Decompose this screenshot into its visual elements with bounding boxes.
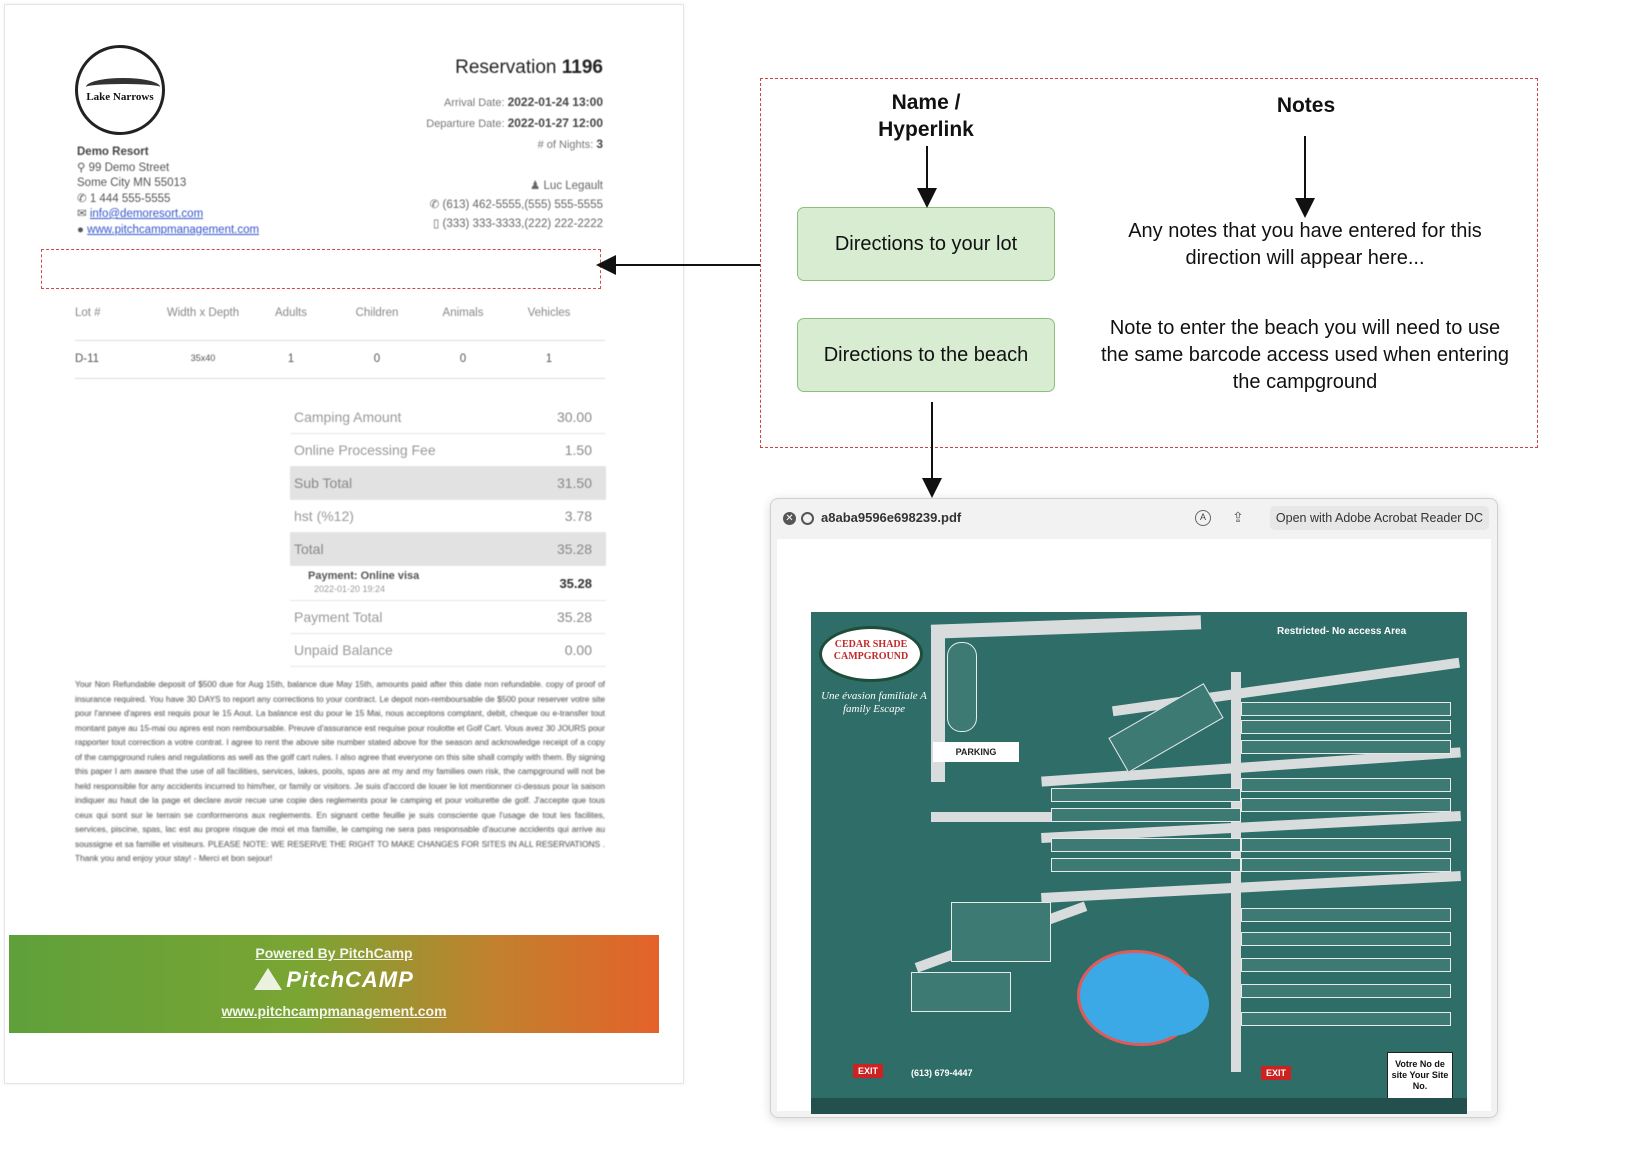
directions-annotation-box [760,78,1538,448]
phone-icon: ✆ [429,199,443,211]
name-hyperlink-header: Name / Hyperlink [878,91,974,141]
map-lot-row [1241,798,1451,812]
pdf-viewer-window [770,498,1498,1118]
powered-by-link[interactable]: Powered By PitchCamp [255,945,413,961]
resort-logo [75,45,165,135]
reservation-title [455,57,603,79]
payment-row [290,566,606,601]
totals-row [290,401,606,434]
resort-street: 99 Demo Street [88,161,170,174]
payment-date: 2022-01-20 19:24 [314,584,386,594]
directions-lot-note: Any notes that you have entered for this direction will appear here... [1128,220,1482,269]
totals-label: Payment Total [294,609,383,625]
guest-info [430,177,603,234]
lot-cell: 35x40 [190,353,216,363]
totals-row [290,434,606,467]
pdf-page [777,539,1491,1111]
map-lot-row [1241,958,1451,972]
map-lot-row [1051,838,1241,852]
lot-header-cell: Width x Depth [166,307,240,319]
guest-phone: (613) 462-5555,(555) 555-5555 [442,199,603,211]
lot-header-cell: Children [355,307,399,319]
terms-paragraph: Your Non Refundable deposit of $500 due for Aug 15th, balance due May 15th, amounts paid after this date non refundable. copy of proof of insurance required. You have 30 DAYS to report any corrections to your contract. Le depot non-remboursable de $500 pour reserver votre site pour l'annee d'apres est requis pour le 15 Aout. La balance est du pour le 15 Mai, nous acceptons comptant, debit, cheque ou e-transfer tout montant paye au 15-mai ou apres est non remboursable. Preuve d'assurance est requise pour roulotte et Golf Cart. Vous avez 30 JOURS pour rapporter tout correction a votre contrat. I agree to rent the above site number stated above for the season and acknowledge receipt of a copy of the campground rules and regulations as well as the golf cart rules. I also agree that everyone on this site shall comply with them. By signing this paper I am aware that the use of all facilities, services, lakes, pools, spas are at my and my families own risk, the campground will not be held responsible for any accidents incurred to him/her, or family or visitors. Je suis d'accord de louer le lot mentionner ci-dessus pour la saison indiquer au haut de la page et declare avoir recue une copie des reglements pour le camping et pour voiturette de golf. J'accepte que tous ceux qui sont sur le terrain se conformerons aux reglements. En signant cette feuille je suis consciente que l'usage de tout les facilites, services, piscine, spas, lac est au propre risque de moi et ma famille, le camping ne sera pas responsable d'aucune accidents qui arrive au soussigne et sa famille et visiteurs. PLEASE NOTE: WE RESERVE THE RIGHT TO MAKE CHANGES FOR SITES IN ALL RESERVATIONS . Thank you and enjoy your stay! - Merci et bon sejour! [75,679,605,863]
guest-mobile-row [430,215,603,234]
tent-icon [254,968,282,990]
lot-table-header [75,305,605,341]
lot-header-cell: Lot # [75,307,101,319]
totals-row [290,533,606,566]
lot-header-cell: Vehicles [527,307,571,319]
pitchcamp-brand-text: PitchCAMP [286,967,414,992]
totals-row [290,634,606,667]
totals-label: Sub Total [294,475,353,491]
map-lot-row [1241,932,1451,946]
map-lot-row [1241,702,1451,716]
resort-info [77,145,259,238]
logo-text: Lake Narrows [86,91,154,103]
pdf-filename: a8aba9596e698239.pdf [821,510,962,525]
directions-beach-note: Note to enter the beach you will need to use the same barcode access used when entering the campground [1100,317,1510,393]
lot-table-row [75,351,605,379]
totals-label: Camping Amount [294,409,402,425]
lot-cell: 1 [545,353,553,365]
mobile-icon: ▯ [432,218,443,230]
resort-email-link[interactable]: info@demoresort.com [89,208,204,220]
guest-name-row [430,177,603,196]
share-icon[interactable]: ⇪ [1232,509,1244,525]
envelope-icon: ✉ [77,208,90,220]
campground-phone: (613) 679-4447 [911,1068,973,1078]
map-lake-inner [1133,972,1209,1036]
map-lot-row [1241,838,1451,852]
lot-cell: 1 [287,353,295,365]
map-lot-row [947,642,977,732]
location-pin-icon: ⚲ [77,161,89,174]
map-lot-row [911,972,1011,1012]
block-icon[interactable] [801,512,814,525]
departure-value: 2022-01-27 12:00 [507,116,603,130]
totals-label: hst (%12) [294,508,354,524]
exit-sign-left: EXIT [853,1064,883,1078]
map-parking-label: PARKING [933,742,1019,762]
guest-name: Luc Legault [543,180,603,192]
arrival-row [444,95,603,109]
reservation-title-prefix: Reservation [455,57,557,78]
totals-value: 3.78 [564,508,592,524]
totals-value: 35.28 [556,541,592,557]
map-tagline: Une évasion familiale A family Escape [821,690,927,715]
map-lot-row [1051,788,1241,802]
map-lot-row [1108,683,1223,773]
map-road [931,812,1051,822]
map-lot-row [1241,740,1451,754]
payment-label: Payment: Online visa [308,570,420,582]
departure-label: Departure Date: [426,118,505,130]
reservation-number: 1196 [561,57,603,78]
guest-phone-row [430,196,603,215]
payment-value: 35.28 [559,576,592,591]
campground-logo [819,626,923,682]
campground-map [811,612,1467,1114]
nights-value: 3 [596,137,603,151]
totals-row [290,500,606,533]
arrival-value: 2022-01-24 13:00 [507,95,603,109]
footer-url-link[interactable]: www.pitchcampmanagement.com [221,1003,447,1019]
nights-label: # of Nights: [537,139,594,151]
totals-row [290,467,606,500]
restricted-area-label: Restricted- No access Area [1277,626,1407,637]
lot-header-cell: Animals [442,307,484,319]
user-icon: ♟ [530,180,544,192]
phone-icon: ✆ [77,192,90,205]
open-with-acrobat-button[interactable]: Open with Adobe Acrobat Reader DC [1270,506,1489,530]
totals-value: 1.50 [564,442,592,458]
directions-insert-slot [41,249,601,289]
departure-row [426,116,603,130]
lot-cell: 0 [459,353,467,365]
your-site-number-box: Votre No de site Your Site No. [1387,1052,1453,1106]
map-lot-row [1051,858,1241,872]
map-legend-strip [811,1098,1467,1114]
totals-value: 35.28 [556,609,592,625]
directions-lot-link[interactable] [797,207,1055,281]
campground-logo-text: CEDAR SHADE CAMPGROUND [833,639,909,662]
map-lot-row [1241,1012,1451,1026]
lot-header-cell: Adults [275,307,307,319]
map-lot-row [951,902,1051,962]
resort-street-row [77,161,259,177]
totals-value: 30.00 [556,409,592,425]
totals-label: Online Processing Fee [294,442,436,458]
map-lot-row [1241,908,1451,922]
arrival-label: Arrival Date: [443,97,505,109]
markup-icon[interactable]: A [1195,510,1211,526]
viewer-toolbar [771,499,1497,537]
resort-email-row [77,207,259,223]
directions-beach-link[interactable] [797,318,1055,392]
directions-beach-label: Directions to the beach [823,343,1029,366]
receipt-footer [9,935,659,1033]
nights-row [538,137,603,151]
map-lot-row [1241,778,1451,792]
resort-phone: 1 444 555-5555 [89,192,171,205]
pitchcamp-brand [9,967,659,993]
map-lot-row [1051,808,1241,822]
map-lot-row [1241,858,1451,872]
guest-mobile: (333) 333-3333,(222) 222-2222 [442,218,603,230]
notes-header: Notes [1276,94,1336,117]
resort-phone-row [77,192,259,208]
totals-table [290,401,606,667]
totals-label: Unpaid Balance [294,642,393,658]
totals-value: 0.00 [564,642,592,658]
map-lot-row [1241,984,1451,998]
map-road [1041,871,1461,903]
map-road [931,615,1201,638]
lot-cell: 0 [373,353,381,365]
directions-lot-label: Directions to your lot [834,232,1018,255]
resort-website-row [77,223,259,239]
exit-sign-right: EXIT [1261,1066,1291,1080]
totals-row [290,601,606,634]
totals-value: 31.50 [556,475,592,491]
totals-label: Total [294,541,324,557]
map-road [1231,672,1241,1072]
resort-city: Some City MN 55013 [77,177,187,189]
resort-name: Demo Resort [77,146,149,158]
close-icon[interactable]: ✕ [783,512,796,525]
lot-cell: D-11 [75,353,100,365]
globe-icon: ● [77,223,88,236]
resort-website-link[interactable]: www.pitchcampmanagement.com [87,223,260,236]
map-lot-row [1241,720,1451,734]
reservation-receipt [4,4,684,1084]
